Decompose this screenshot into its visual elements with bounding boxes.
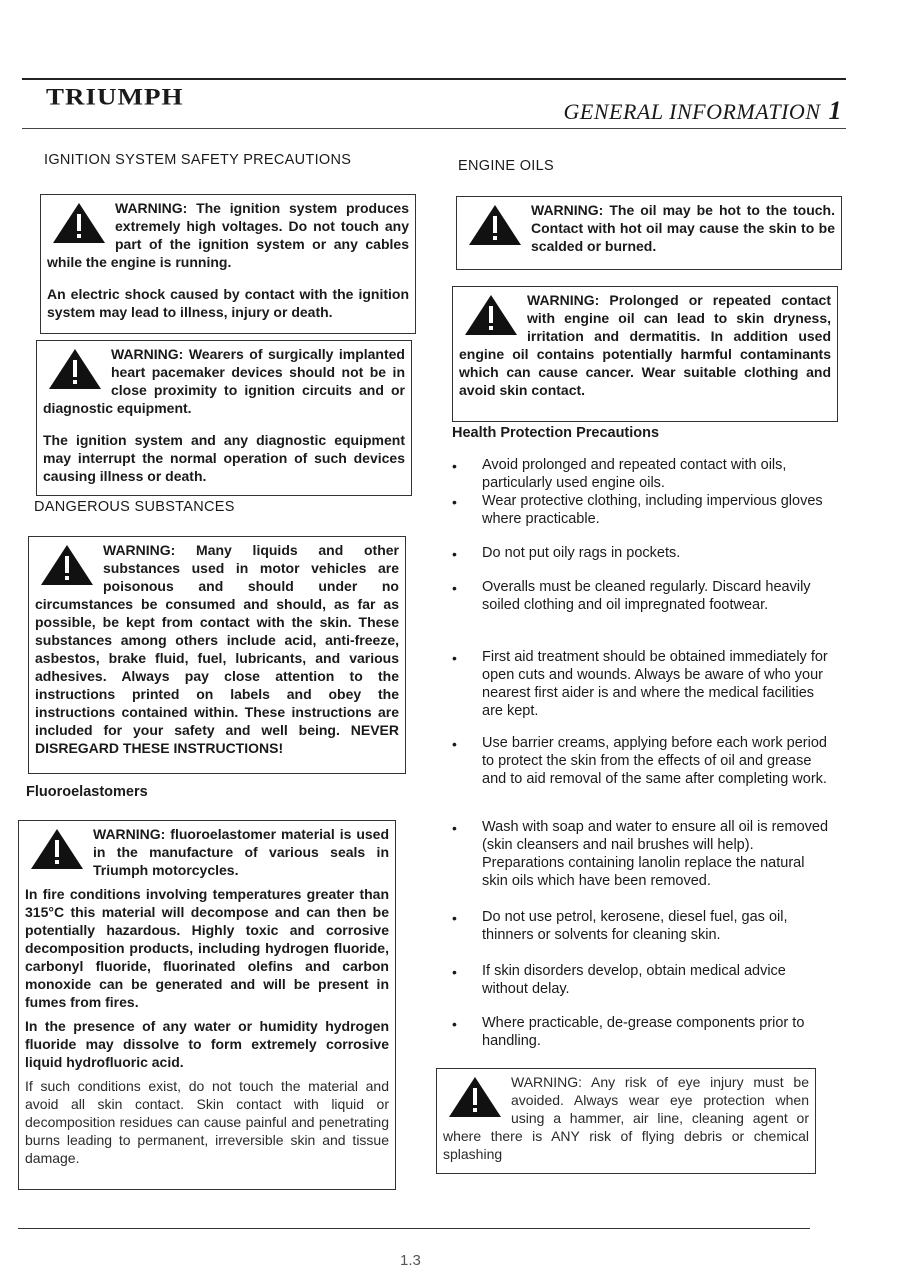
warning-text: WARNING: Any risk of eye injury must be avoided. Always wear eye protection when using a hammer, air line, cleaning agent or where there is ANY risk of flying debris or chemical splashing — [443, 1074, 809, 1162]
warning-text: WARNING: The ignition system produces extremely high voltages. Do not touch any part of the ignition system or any cables while the engine is running. — [47, 200, 409, 270]
warning-text: WARNING: fluoroelastomer material is used in the manufacture of various seals in Triumph motorcycles. — [93, 826, 389, 878]
list-item: • Use barrier creams, applying before each work period to protect the skin from the effects of oil and grease and to aid removal of the same after completing work. — [452, 735, 827, 787]
list-item: • Overalls must be cleaned regularly. Discard heavily soiled clothing and oil impregnated footwear. — [452, 579, 811, 613]
warning-fluoroelastomer — [18, 820, 396, 1190]
warning-triangle-icon — [447, 1075, 503, 1119]
list-item: • Wash with soap and water to ensure all oil is removed (skin cleansers and nail brushes will help). Preparations containing lanolin replace the natural skin oils which have been removed. — [452, 819, 829, 889]
warning-triangle-icon — [39, 543, 95, 587]
warning-text: In fire conditions involving temperatures greater than 315°C this material will decompose and can then be potentially hazardous. Highly toxic and corrosive decomposition products, including hydrogen fluoride, carbonyl fluoride, fluorinated olefins and carbon monoxide can be generated and will be present in fumes from fires. — [25, 886, 389, 1010]
warning-text: WARNING: Prolonged or repeated contact with engine oil can lead to skin dryness, irritation and dermatitis. In addition used engine oil contains potentially harmful contaminants which can cause cancer. Wear suitable clothing and avoid skin contact. — [459, 292, 831, 398]
health-bullet-list — [452, 0, 832, 1100]
list-item: • If skin disorders develop, obtain medical advice without delay. — [452, 963, 786, 997]
warning-triangle-icon — [51, 201, 107, 245]
oils-heading: ENGINE OILS — [458, 158, 554, 174]
warning-text: WARNING: Many liquids and other substances used in motor vehicles are poisonous and should under no circumstances be consumed and should, as far as possible, be kept from contact with the skin. These substances among others include acid, anti-freeze, asbestos, brake fluid, fuel, lubricants, and various adhesives. Always pay close attention to the instructions printed on labels and obey the instructions contained within. These instructions are included for your safety and well being. NEVER DISREGARD THESE INSTRUCTIONS! — [35, 542, 399, 756]
list-item: • Avoid prolonged and repeated contact with oils, particularly used engine oils. — [452, 457, 787, 491]
warning-triangle-icon — [47, 347, 103, 391]
page-number: 1.3 — [400, 1252, 421, 1269]
list-item: • Where practicable, de-grease components prior to handling. — [452, 1015, 805, 1049]
warning-pacemaker — [36, 340, 412, 496]
fluoro-heading: Fluoroelastomers — [26, 784, 148, 800]
list-item: • First aid treatment should be obtained immediately for open cuts and wounds. Always be aware of who your nearest first aider is and where the medical facilities are kept. — [452, 649, 828, 719]
warning-text: An electric shock caused by contact with the ignition system may lead to illness, injury or death. — [47, 286, 409, 320]
dangerous-heading: DANGEROUS SUBSTANCES — [34, 499, 235, 515]
warning-text: WARNING: The oil may be hot to the touch. Contact with hot oil may cause the skin to be scalded or burned. — [531, 202, 835, 254]
warning-text: WARNING: Wearers of surgically implanted heart pacemaker devices should not be in close proximity to ignition circuits and or diagnostic equipment. — [43, 346, 405, 416]
ignition-heading: IGNITION SYSTEM SAFETY PRECAUTIONS — [44, 152, 352, 168]
list-item: • Wear protective clothing, including impervious gloves where practicable. — [452, 493, 823, 527]
warning-dangerous-substances — [28, 536, 406, 774]
brand-logo: TRIUMPH — [46, 84, 184, 110]
footer-rule — [18, 1228, 810, 1229]
warning-text: If such conditions exist, do not touch the material and avoid all skin contact. Skin contact with liquid or decomposition residues can cause painful and penetrating burns leading to permanent, irreversible skin and tissue damage. — [25, 1078, 389, 1166]
health-heading: Health Protection Precautions — [452, 425, 660, 441]
warning-triangle-icon — [29, 827, 85, 871]
warning-ignition-voltage — [40, 194, 416, 334]
warning-eye-injury — [436, 1068, 816, 1174]
list-item: • Do not put oily rags in pockets. — [452, 545, 681, 562]
list-item: • Do not use petrol, kerosene, diesel fuel, gas oil, thinners or solvents for cleaning skin. — [452, 909, 788, 943]
warning-text: The ignition system and any diagnostic equipment may interrupt the normal operation of such devices causing illness or death. — [43, 432, 405, 484]
section-name: GENERAL INFORMATION — [563, 99, 821, 124]
warning-text: In the presence of any water or humidity hydrogen fluoride may dissolve to form extremely corrosive liquid hydrofluoric acid. — [25, 1018, 389, 1070]
section-number: 1 — [828, 96, 842, 125]
